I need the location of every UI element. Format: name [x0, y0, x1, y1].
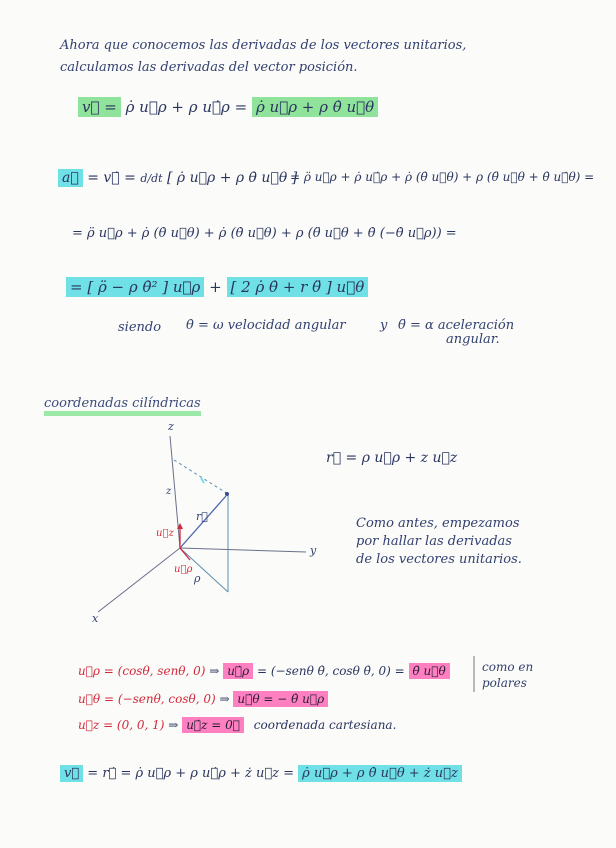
velocity-mid: ρ̇ u⃗ρ + ρ u⃗̇ρ = — [125, 98, 248, 116]
accel-lhs: a⃗ — [58, 169, 83, 187]
accel3-part1: = [ ρ̈ − ρ θ̇² ] u⃗ρ — [66, 277, 204, 297]
axis-z-label: z — [168, 420, 174, 433]
uz-label: u⃗z — [156, 528, 174, 539]
x-axis — [98, 548, 180, 612]
height-z-label: z — [166, 486, 172, 497]
section-title-cylindrical: coordenadas cilíndricas — [44, 396, 201, 416]
accel-part1: = v⃗̇ = — [87, 170, 136, 186]
accel3-plus: + — [209, 278, 222, 296]
y-axis — [180, 548, 306, 552]
axis-y-label: y — [310, 544, 317, 557]
utheta-def: u⃗θ = (−senθ, cosθ, 0) — [78, 692, 216, 706]
final-mid: = r⃗̇ = ρ̇ u⃗ρ + ρ u⃗̇ρ + ż u⃗z = — [87, 766, 295, 781]
urho-result: θ̇ u⃗θ — [409, 663, 450, 679]
accel-bracket: [ ρ̇ u⃗ρ + ρ θ̇ u⃗θ ] — [167, 170, 298, 186]
urho-vector — [180, 548, 190, 560]
siendo-word: siendo — [118, 320, 162, 335]
point-p — [225, 492, 229, 496]
accel-part2: = ρ̈ u⃗ρ + ρ̇ u⃗̇ρ + ρ̇ (θ̇ u⃗θ) + ρ (θ̈ u⃗θ + θ̇ u⃗̇θ) = — [290, 170, 595, 184]
velocity-lhs: v⃗ = — [78, 97, 121, 117]
uz-note: coordenada cartesiana. — [253, 718, 397, 732]
uz-line — [78, 718, 396, 732]
utheta-line — [78, 692, 328, 706]
note-line-3: de los vectores unitarios. — [356, 552, 522, 567]
uz-result: u⃗̇z = 0⃗ — [182, 717, 244, 733]
accel2-text: = ρ̈ u⃗ρ + ρ̇ (θ̇ u⃗θ) + ρ̇ (θ̇ u⃗θ) + ρ (θ̈ u⃗θ + θ̇ (−θ̇ u⃗ρ)) = — [72, 226, 457, 241]
urho-deriv: = (−senθ θ̇, cosθ θ̇, 0) = — [257, 664, 405, 678]
siendo-alpha-2: angular. — [446, 332, 500, 347]
siendo-y: y — [380, 318, 388, 333]
uz-arrow: ⇒ — [168, 718, 179, 732]
bracket-note-2: polares — [482, 676, 527, 690]
note-line-1: Como antes, empezamos — [356, 516, 520, 531]
utheta-arrow: ⇒ — [219, 692, 230, 706]
intro-line-1: Ahora que conocemos las derivadas de los vectores unitarios, — [60, 38, 467, 53]
final-rhs: ρ̇ u⃗ρ + ρ θ̇ u⃗θ + ż u⃗z — [298, 765, 462, 782]
siendo-alpha: θ̈ = α aceleración — [398, 318, 515, 333]
urho-label: u⃗ρ — [174, 564, 193, 575]
urho-arrow: ⇒ — [209, 664, 220, 678]
intro-line-2: calculamos las derivadas del vector posición. — [60, 60, 358, 75]
rho-label: ρ — [194, 572, 201, 585]
urho-dot: u⃗̇ρ — [223, 663, 253, 679]
bracket-note-1: como en — [482, 660, 534, 674]
urho-line — [78, 664, 450, 678]
final-lhs: v⃗ — [60, 765, 83, 782]
urho-def: u⃗ρ = (cosθ, senθ, 0) — [78, 664, 206, 678]
axis-x-label: x — [92, 612, 99, 625]
accel3-part2: [ 2 ρ̇ θ̇ + r θ̈ ] u⃗θ — [227, 277, 369, 297]
accel-ddt: d/dt — [140, 172, 163, 185]
note-line-2: por hallar las derivadas — [356, 534, 512, 549]
uz-def: u⃗z = (0, 0, 1) — [78, 718, 165, 732]
final-velocity-equation — [60, 766, 462, 781]
z-projection-dashed — [174, 460, 228, 494]
utheta-result: u⃗̇θ = − θ̇ u⃗ρ — [233, 691, 328, 707]
position-vector: r⃗ = ρ u⃗ρ + z u⃗z — [326, 450, 458, 466]
velocity-rhs: ρ̇ u⃗ρ + ρ θ̇ u⃗θ — [252, 97, 378, 117]
r-vector-label: r⃗ — [196, 510, 208, 523]
siendo-omega: θ̇ = ω velocidad angular — [186, 318, 346, 333]
cyan-mark — [201, 478, 204, 483]
